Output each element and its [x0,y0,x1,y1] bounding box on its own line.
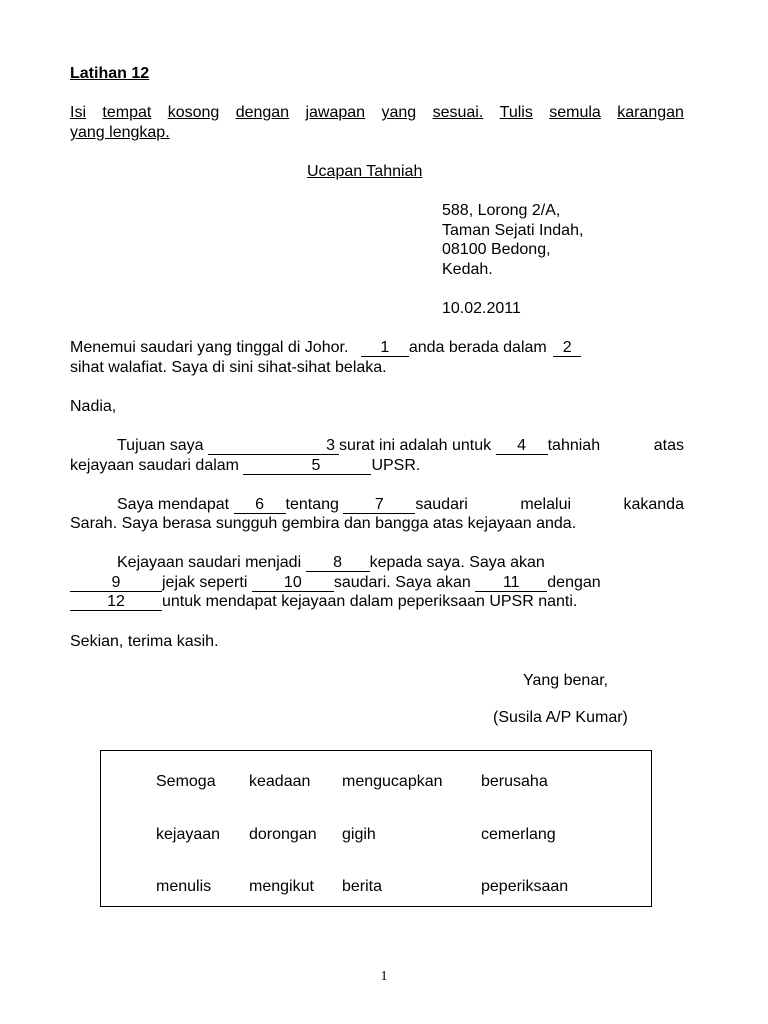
para-text: Tujuan saya [117,437,204,454]
word-bank-item: gigih [342,826,376,843]
blank-7[interactable]: 7 [343,496,415,514]
opening-text: Menemui saudari yang tinggal di Johor. [70,339,349,356]
word-bank-item: mengucapkan [342,773,443,790]
para2-line-2: Sarah. Saya berasa sungguh gembira dan bangga atas kejayaan anda. [70,515,577,532]
para1-line-1 [117,436,684,456]
blank-number: 5 [311,457,321,474]
instruction-line-2: yang lengkap. [70,124,170,141]
opening-text: anda berada dalam [408,339,547,356]
word-bank-item: Semoga [156,773,216,790]
letter-title: Ucapan Tahniah [307,163,423,180]
para-text: kejayaan saudari dalam [70,457,239,474]
address-line: 08100 Bedong, [442,241,551,258]
para-text: saudari. Saya akan [333,574,471,591]
instruction-word: kosong [167,104,220,121]
word-bank-item: berusaha [481,773,548,790]
word-bank-item: peperiksaan [481,878,569,895]
para-text: melalui [520,496,572,513]
exercise-title: Latihan 12 [70,65,150,82]
instruction-word: jawapan [305,104,366,121]
salutation: Nadia, [70,398,117,415]
para-text: saudari [415,496,468,513]
blank-2[interactable]: 2 [553,339,581,357]
page-number: 1 [380,969,388,984]
instruction-word: yang [381,104,417,121]
instruction-word: tempat [102,104,152,121]
instruction-word: Tulis [499,104,533,121]
instruction-word: Isi [70,104,86,121]
word-bank-item: kejayaan [156,826,221,843]
blank-12[interactable]: 12 [70,593,162,611]
sign-off: Yang benar, [523,672,609,689]
word-bank-item: mengikut [249,878,314,895]
para-text: atas [653,437,684,454]
para3-line-2 [70,573,601,593]
para-text: surat ini adalah untuk [339,437,492,454]
blank-8[interactable]: 8 [306,554,370,572]
para-text: kepada saya. Saya akan [369,554,545,571]
address-line: 588, Lorong 2/A, [442,202,561,219]
instruction-word: dengan [235,104,290,121]
closing: Sekian, terima kasih. [70,633,219,650]
para3-line-3 [70,592,577,612]
instruction-line-1 [70,103,684,123]
para-text: UPSR. [371,457,421,474]
word-bank-item: dorongan [249,826,317,843]
para-text: untuk mendapat kejayaan dalam peperiksaan UPSR nanti. [162,593,578,610]
signature-name: (Susila A/P Kumar) [493,709,628,726]
para-text: Kejayaan saudari menjadi [117,554,302,571]
para2-line-1 [117,495,684,515]
blank-9[interactable]: 9 [70,574,162,592]
address-line: Kedah. [442,261,493,278]
blank-10[interactable]: 10 [252,574,334,592]
instruction-word: sesuai. [432,104,484,121]
blank-3[interactable]: 3 [208,437,339,455]
blank-1[interactable]: 1 [361,339,409,357]
para-text: jejak seperti [162,574,248,591]
instruction-word: semula [549,104,601,121]
blank-4[interactable]: 4 [496,437,548,455]
para-text: dengan [547,574,601,591]
para-text: kakanda [623,496,684,513]
para-text: Saya mendapat [117,496,230,513]
address-line: Taman Sejati Indah, [442,222,584,239]
word-bank-item: keadaan [249,773,311,790]
word-bank-box [100,750,652,907]
letter-date: 10.02.2011 [442,300,521,317]
blank-5[interactable] [243,457,371,475]
instruction-word: karangan [617,104,684,121]
para1-line-2 [70,456,420,476]
blank-11[interactable]: 11 [475,574,547,592]
para-text: tentang [285,496,339,513]
opening-line-2: sihat walafiat. Saya di sini sihat-sihat belaka. [70,359,387,376]
para3-line-1 [117,553,545,573]
opening-line-1 [70,338,581,358]
para-text: tahniah [547,437,601,454]
word-bank-item: berita [342,878,383,895]
blank-6[interactable]: 6 [234,496,286,514]
word-bank-item: cemerlang [481,826,556,843]
word-bank-item: menulis [156,878,212,895]
